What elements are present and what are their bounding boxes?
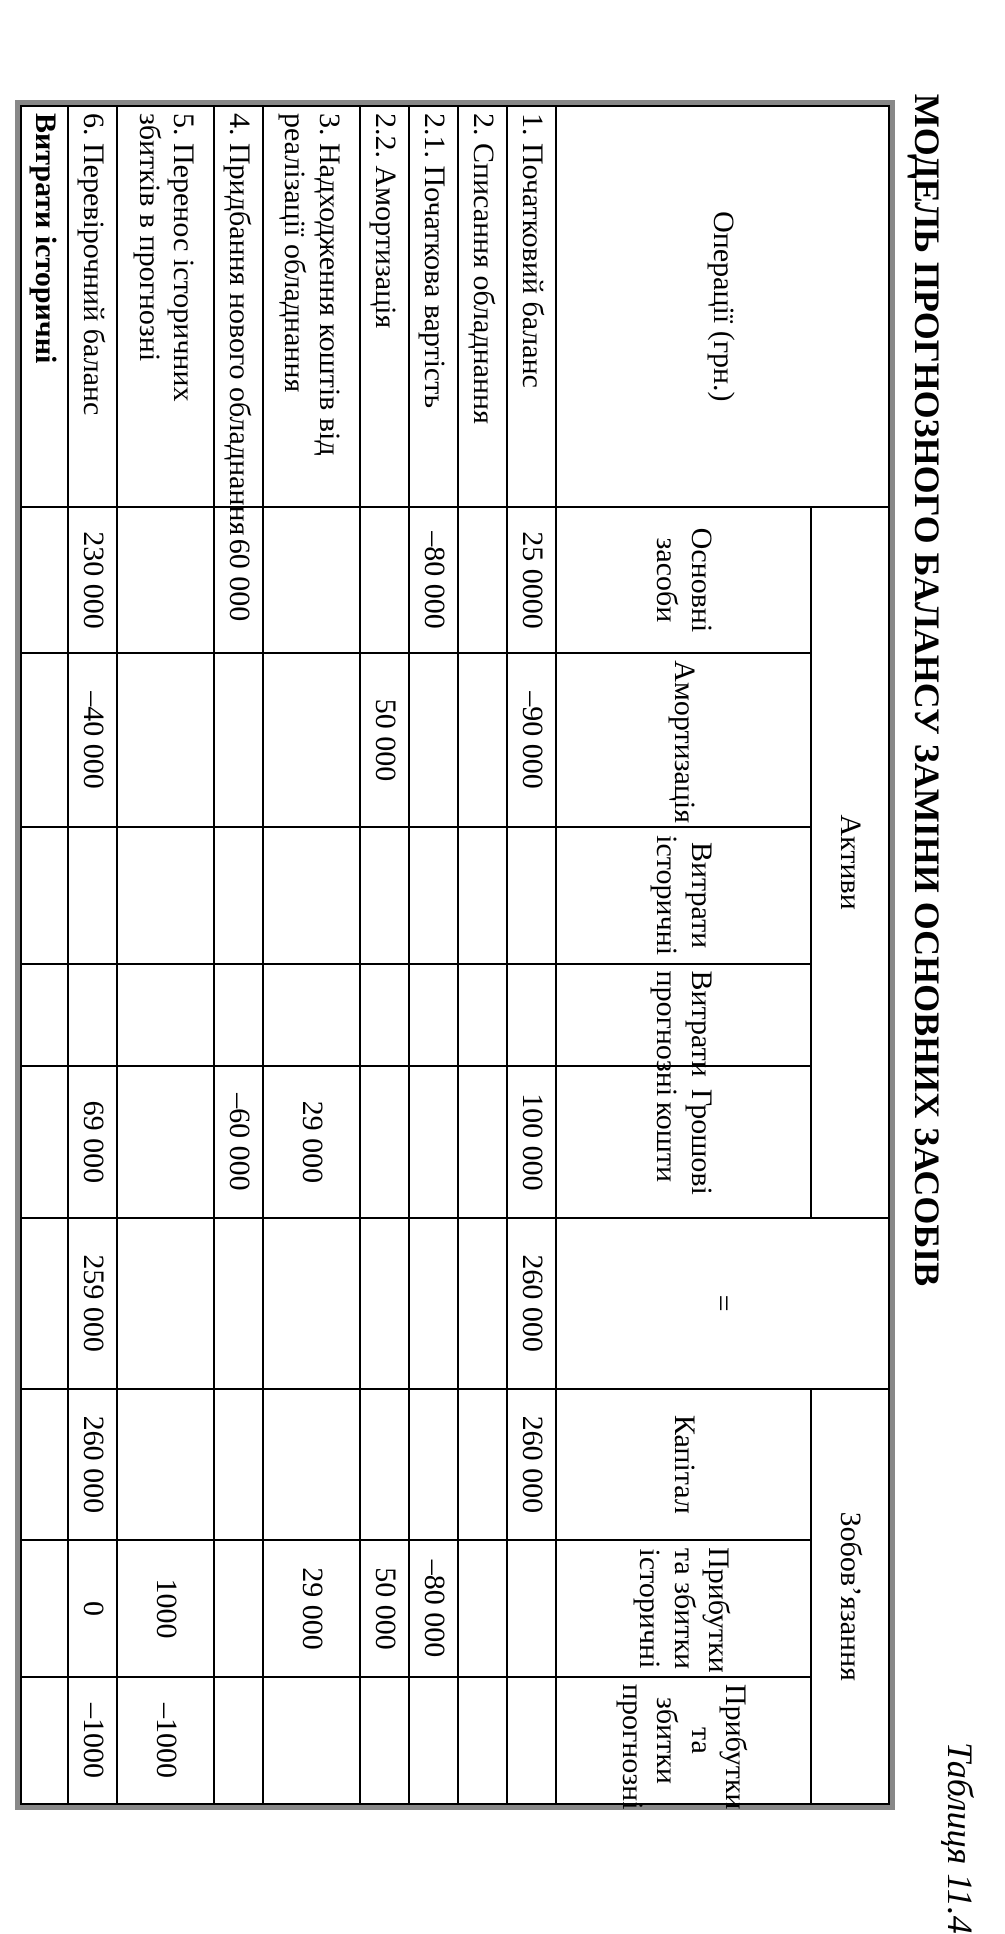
value-cell bbox=[507, 1677, 556, 1804]
operation-cell: 3. Надходження коштів від реалізації обладнання bbox=[263, 106, 360, 507]
value-cell bbox=[214, 1677, 263, 1804]
value-cell: 29 000 bbox=[263, 1540, 360, 1677]
value-cell bbox=[263, 653, 360, 826]
table-row bbox=[21, 106, 68, 1804]
value-cell bbox=[214, 827, 263, 964]
value-cell: 60 000 bbox=[214, 507, 263, 654]
value-cell bbox=[214, 1218, 263, 1389]
value-cell bbox=[409, 964, 458, 1067]
value-cell bbox=[409, 1677, 458, 1804]
operation-cell: 2. Списання обладнання bbox=[458, 106, 507, 507]
column-header: Капітал bbox=[556, 1389, 811, 1540]
column-header: Грошові кошти bbox=[556, 1066, 811, 1217]
operation-cell: 1. Початковий баланс bbox=[507, 106, 556, 507]
table-row bbox=[360, 106, 409, 1804]
value-cell: 50 000 bbox=[360, 1540, 409, 1677]
table-row bbox=[117, 106, 214, 1804]
value-cell bbox=[214, 1540, 263, 1677]
value-cell: 260 000 bbox=[507, 1389, 556, 1540]
value-cell bbox=[214, 653, 263, 826]
value-cell bbox=[360, 507, 409, 654]
value-cell bbox=[117, 964, 214, 1067]
value-cell bbox=[458, 1218, 507, 1389]
operations-header: Операції (грн.) bbox=[556, 106, 889, 507]
value-cell bbox=[263, 1218, 360, 1389]
table-row bbox=[68, 106, 117, 1804]
value-cell bbox=[409, 1066, 458, 1217]
value-cell bbox=[117, 1066, 214, 1217]
value-cell bbox=[21, 1540, 68, 1677]
value-cell bbox=[21, 1677, 68, 1804]
value-cell bbox=[409, 1389, 458, 1540]
operation-cell: 6. Перевірочний баланс bbox=[68, 106, 117, 507]
value-cell bbox=[214, 1389, 263, 1540]
value-cell bbox=[507, 1540, 556, 1677]
value-cell bbox=[458, 653, 507, 826]
value-cell bbox=[409, 653, 458, 826]
value-cell bbox=[458, 1540, 507, 1677]
value-cell: 100 000 bbox=[507, 1066, 556, 1217]
value-cell bbox=[360, 1677, 409, 1804]
value-cell bbox=[458, 964, 507, 1067]
document-title: МОДЕЛЬ ПРОГНОЗНОГО БАЛАНСУ ЗАМІНИ ОСНОВНИХ ЗАСОБІВ bbox=[907, 93, 947, 1287]
value-cell bbox=[117, 653, 214, 826]
value-cell bbox=[360, 1389, 409, 1540]
value-cell bbox=[360, 1218, 409, 1389]
value-cell bbox=[360, 827, 409, 964]
equals-header: = bbox=[556, 1218, 889, 1389]
operation-cell: Витрати історичні bbox=[21, 106, 68, 507]
value-cell bbox=[507, 964, 556, 1067]
value-cell bbox=[68, 827, 117, 964]
value-cell: 1000 bbox=[117, 1540, 214, 1677]
value-cell bbox=[458, 507, 507, 654]
value-cell bbox=[263, 827, 360, 964]
value-cell bbox=[409, 1218, 458, 1389]
value-cell bbox=[117, 827, 214, 964]
table-body bbox=[21, 106, 556, 1804]
value-cell: 260 000 bbox=[507, 1218, 556, 1389]
value-cell bbox=[458, 1677, 507, 1804]
value-cell: –80 000 bbox=[409, 1540, 458, 1677]
value-cell bbox=[263, 507, 360, 654]
value-cell bbox=[458, 1389, 507, 1540]
value-cell: 0 bbox=[68, 1540, 117, 1677]
value-cell: 259 000 bbox=[68, 1218, 117, 1389]
value-cell: 29 000 bbox=[263, 1066, 360, 1217]
value-cell: 50 000 bbox=[360, 653, 409, 826]
column-header: Витрати прогнозні bbox=[556, 964, 811, 1067]
column-header: Прибутки та збитки прогнозні bbox=[556, 1677, 811, 1804]
value-cell bbox=[263, 1389, 360, 1540]
value-cell bbox=[21, 827, 68, 964]
value-cell: 260 000 bbox=[68, 1389, 117, 1540]
column-header: Витрати історичні bbox=[556, 827, 811, 964]
value-cell: 230 000 bbox=[68, 507, 117, 654]
operation-cell: 5. Перенос історичних збитків в прогнозні bbox=[117, 106, 214, 507]
table-row bbox=[409, 106, 458, 1804]
assets-header: Активи bbox=[811, 507, 889, 1218]
value-cell: –90 000 bbox=[507, 653, 556, 826]
table-row bbox=[214, 106, 263, 1804]
value-cell bbox=[21, 653, 68, 826]
table-frame bbox=[15, 100, 895, 1810]
value-cell bbox=[117, 1218, 214, 1389]
value-cell bbox=[21, 1218, 68, 1389]
operation-cell: 2.2. Амортизація bbox=[360, 106, 409, 507]
table-row bbox=[458, 106, 507, 1804]
value-cell: –1000 bbox=[117, 1677, 214, 1804]
value-cell bbox=[360, 1066, 409, 1217]
value-cell bbox=[263, 964, 360, 1067]
value-cell bbox=[117, 507, 214, 654]
value-cell bbox=[21, 1066, 68, 1217]
column-header: Прибутки та збитки історичні bbox=[556, 1540, 811, 1677]
header-row-groups bbox=[811, 106, 889, 1804]
value-cell bbox=[458, 827, 507, 964]
value-cell: –40 000 bbox=[68, 653, 117, 826]
value-cell: –60 000 bbox=[214, 1066, 263, 1217]
value-cell bbox=[21, 507, 68, 654]
value-cell: 25 0000 bbox=[507, 507, 556, 654]
table-row bbox=[263, 106, 360, 1804]
column-header: Амортизація bbox=[556, 653, 811, 826]
balance-table bbox=[20, 105, 890, 1810]
value-cell bbox=[21, 964, 68, 1067]
value-cell: 69 000 bbox=[68, 1066, 117, 1217]
value-cell bbox=[68, 964, 117, 1067]
operation-cell: 2.1. Початкова вартість bbox=[409, 106, 458, 507]
value-cell bbox=[507, 827, 556, 964]
value-cell bbox=[360, 964, 409, 1067]
value-cell bbox=[214, 964, 263, 1067]
value-cell bbox=[409, 827, 458, 964]
value-cell: –1000 bbox=[68, 1677, 117, 1804]
table-row bbox=[507, 106, 556, 1804]
table-caption: Таблиця 11.4 bbox=[940, 1742, 980, 1934]
liabilities-header: Зобов’язання bbox=[811, 1389, 889, 1804]
value-cell bbox=[117, 1389, 214, 1540]
operation-cell: 4. Придбання нового обладнання bbox=[214, 106, 263, 507]
value-cell bbox=[263, 1677, 360, 1804]
value-cell bbox=[458, 1066, 507, 1217]
value-cell: –80 000 bbox=[409, 507, 458, 654]
value-cell bbox=[21, 1389, 68, 1540]
column-header: Основні засоби bbox=[556, 507, 811, 654]
